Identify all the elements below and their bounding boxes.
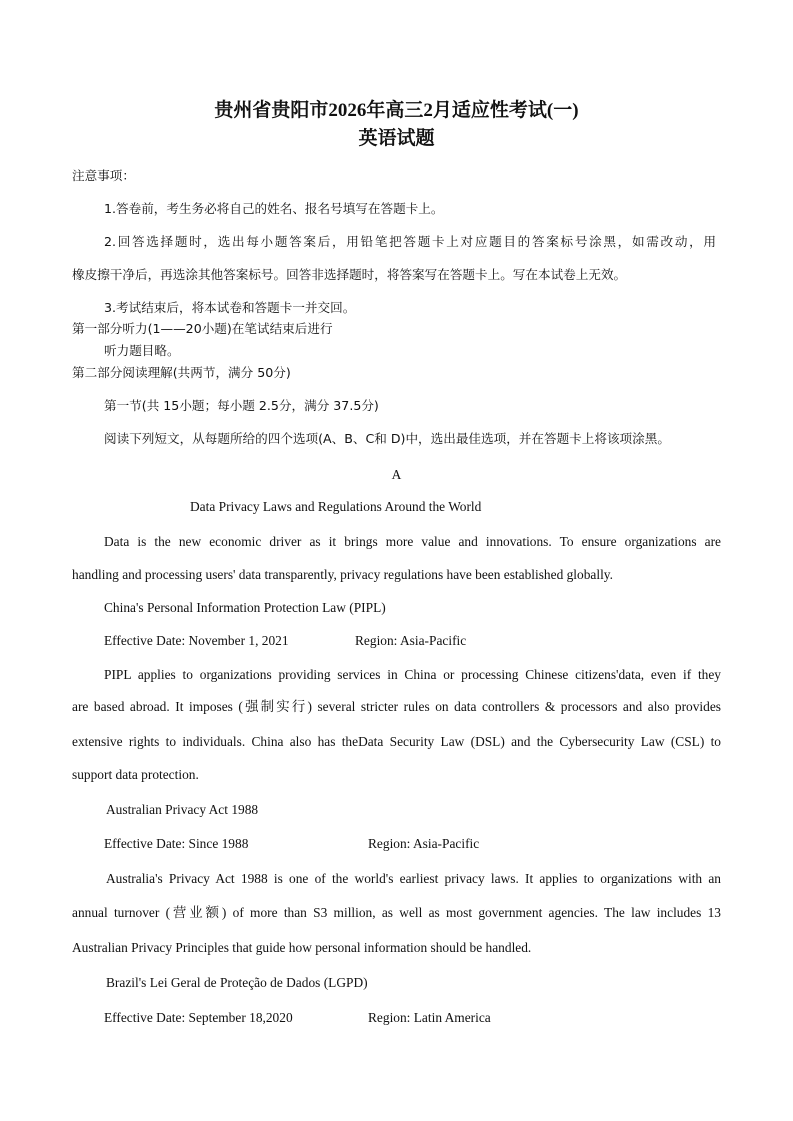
notice-item-1: 1.答卷前，考生务必将自己的姓名、报名号填写在答题卡上。 [104, 201, 444, 216]
law-pipl-desc-line4: support data protection. [72, 767, 199, 782]
law-pipl-name: China's Personal Information Protection Law (PIPL) [104, 600, 386, 615]
notice-item-2-line2: 橡皮擦干净后，再选涂其他答案标号。回答非选择题时，将答案写在答题卡上。写在本试卷上无效。 [72, 267, 627, 282]
law-australia-region: Region: Asia-Pacific [368, 836, 480, 851]
notice-item-2-line1: 2.回答选择题时，选出每小题答案后，用铅笔把答题卡上对应题目的答案标号涂黑，如需改动，用 [104, 234, 716, 249]
law-lgpd-name: Brazil's Lei Geral de Proteção de Dados (LGPD) [106, 975, 368, 990]
part2-heading: 第二部分阅读理解(共两节，满分 50分) [72, 365, 291, 380]
law-australia-desc-line2: annual turnover (营业额) of more than S3 million, as well as most government agencies. The law includes 13 [72, 905, 721, 920]
part2-instruction: 阅读下列短文，从每题所给的四个选项(A、B、C和 D)中，选出最佳选项，并在答题卡上将该项涂黑。 [104, 431, 670, 446]
law-pipl-desc-line1: PIPL applies to organizations providing services in China or processing Chinese citizens'data, even if they [104, 667, 721, 682]
passage-title: Data Privacy Laws and Regulations Around the World [190, 499, 482, 514]
notice-item-3: 3.考试结束后，将本试卷和答题卡一并交回。 [104, 300, 356, 315]
passage-intro-line1: Data is the new economic driver as it brings more value and innovations. To ensure organizations are [104, 534, 721, 549]
law-pipl-effective-date: Effective Date: November 1, 2021 [104, 633, 289, 648]
law-pipl-region: Region: Asia-Pacific [355, 633, 467, 648]
law-australia-effective-date: Effective Date: Since 1988 [104, 836, 249, 851]
notice-heading: 注意事项： [72, 168, 135, 183]
part1-heading: 第一部分听力(1——20小题)在笔试结束后进行 [72, 321, 333, 336]
law-pipl-desc-line2: are based abroad. It imposes (强制实行) several stricter rules on data controllers & processors and also provides [72, 699, 721, 714]
law-australia-desc-line1: Australia's Privacy Act 1988 is one of the world's earliest privacy laws. It applies to organizations with an [106, 871, 721, 886]
law-lgpd-effective-date: Effective Date: September 18,2020 [104, 1010, 293, 1025]
law-lgpd-region: Region: Latin America [368, 1010, 491, 1025]
exam-title: 贵州省贵阳市2026年高三2月适应性考试(一) [214, 100, 579, 121]
law-pipl-desc-line3: extensive rights to individuals. China also has theData Security Law (DSL) and the Cybersecurity Law (CSL) to [72, 734, 721, 749]
passage-label: A [391, 467, 402, 482]
law-australia-name: Australian Privacy Act 1988 [106, 802, 259, 817]
exam-subject: 英语试题 [358, 128, 435, 149]
part1-note: 听力题目略。 [104, 343, 180, 358]
part2-section1: 第一节(共 15小题；每小题 2.5分，满分 37.5分) [104, 398, 379, 413]
passage-intro-line2: handling and processing users' data transparently, privacy regulations have been established globally. [72, 567, 613, 582]
law-australia-desc-line3: Australian Privacy Principles that guide how personal information should be handled. [72, 940, 532, 955]
